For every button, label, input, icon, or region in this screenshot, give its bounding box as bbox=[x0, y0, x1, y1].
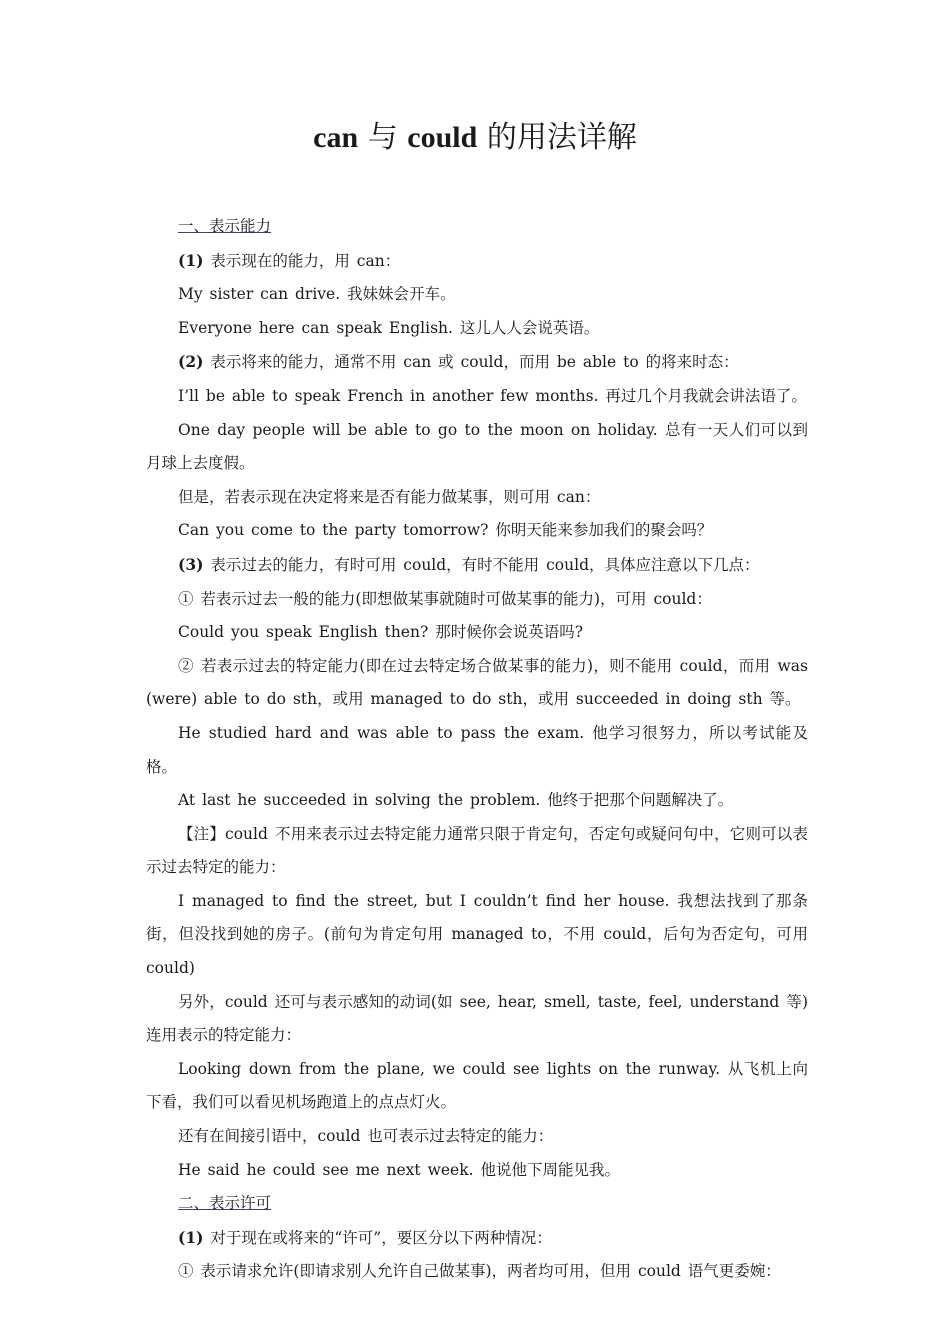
paragraph: He said he could see me next week. 他说他下周能见我。 bbox=[178, 1160, 620, 1179]
paragraph-text: 表示将来的能力，通常不用 can 或 could，而用 be able to 的将来时态： bbox=[203, 353, 739, 372]
paragraph: He studied hard and was able to pass the exam. 他学习很努力，所以考试能及格。 bbox=[146, 723, 808, 776]
paragraph-text: 表示过去的能力，有时可用 could，有时不能用 could，具体应注意以下几点： bbox=[203, 555, 760, 574]
paragraph: ② 若表示过去的特定能力(即在过去特定场合做某事的能力)，则不能用 could，而用 was (were) able to do sth，或用 managed to do sth，或用 succeeded in doing sth 等。 bbox=[146, 656, 808, 709]
paragraph: 【注】could 不用来表示过去特定能力通常只限于肯定句，否定句或疑问句中，它则可以表示过去特定的能力： bbox=[146, 824, 808, 877]
paragraph: I’ll be able to speak French in another few months. 再过几个月我就会讲法语了。 bbox=[178, 386, 807, 405]
numbered-paragraph bbox=[146, 244, 808, 279]
paragraph-number: (1) bbox=[178, 250, 204, 270]
title-can: can bbox=[313, 121, 359, 154]
paragraph: ① 表示请求允许(即请求别人允许自己做某事)，两者均可用，但用 could 语气更委婉： bbox=[178, 1262, 781, 1281]
paragraph-text: 对于现在或将来的“许可”，要区分以下两种情况： bbox=[203, 1228, 552, 1247]
paragraph: 另外，could 还可与表示感知的动词(如 see, hear, smell, taste, feel, understand 等)连用表示的特定能力： bbox=[146, 992, 808, 1045]
paragraph: 还有在间接引语中，could 也可表示过去特定的能力： bbox=[178, 1127, 554, 1146]
paragraph: At last he succeeded in solving the problem. 他终于把那个问题解决了。 bbox=[178, 791, 734, 810]
numbered-paragraph bbox=[146, 1221, 808, 1256]
paragraph: ① 若表示过去一般的能力(即想做某事就随时可做某事的能力)，可用 could： bbox=[178, 589, 712, 608]
numbered-paragraph bbox=[146, 548, 808, 583]
document-body bbox=[146, 210, 808, 1289]
paragraph: I managed to find the street, but I couldn’t find her house. 我想法找到了那条街，但没找到她的房子。(前句为肯定句用 managed to，不用 could，后句为否定句，可用 could) bbox=[146, 891, 808, 978]
paragraph: One day people will be able to go to the moon on holiday. 总有一天人们可以到月球上去度假。 bbox=[146, 420, 808, 473]
paragraph: Everyone here can speak English. 这儿人人会说英语。 bbox=[178, 318, 600, 337]
section-heading-text: 二、表示许可 bbox=[178, 1194, 272, 1213]
title-could: could bbox=[407, 121, 478, 154]
numbered-paragraph bbox=[146, 345, 808, 380]
section-heading-text: 一、表示能力 bbox=[178, 217, 272, 235]
paragraph-number: (3) bbox=[178, 554, 204, 574]
paragraph-text: 表示现在的能力，用 can： bbox=[203, 251, 401, 270]
title-rest: 的用法详解 bbox=[477, 120, 637, 155]
paragraph: Looking down from the plane, we could see lights on the runway. 从飞机上向下看，我们可以看见机场跑道上的点点灯火。 bbox=[146, 1059, 808, 1112]
title-connector: 与 bbox=[358, 120, 408, 155]
paragraph: My sister can drive. 我妹妹会开车。 bbox=[178, 285, 456, 304]
section-heading bbox=[146, 210, 808, 244]
paragraph: Could you speak English then? 那时候你会说英语吗? bbox=[178, 623, 584, 642]
page-title bbox=[0, 118, 950, 158]
paragraph: 但是，若表示现在决定将来是否有能力做某事，则可用 can： bbox=[178, 487, 601, 506]
paragraph-number: (1) bbox=[178, 1227, 204, 1247]
section-heading bbox=[146, 1187, 808, 1221]
paragraph: Can you come to the party tomorrow? 你明天能来参加我们的聚会吗？ bbox=[178, 521, 713, 540]
paragraph-number: (2) bbox=[178, 352, 204, 372]
